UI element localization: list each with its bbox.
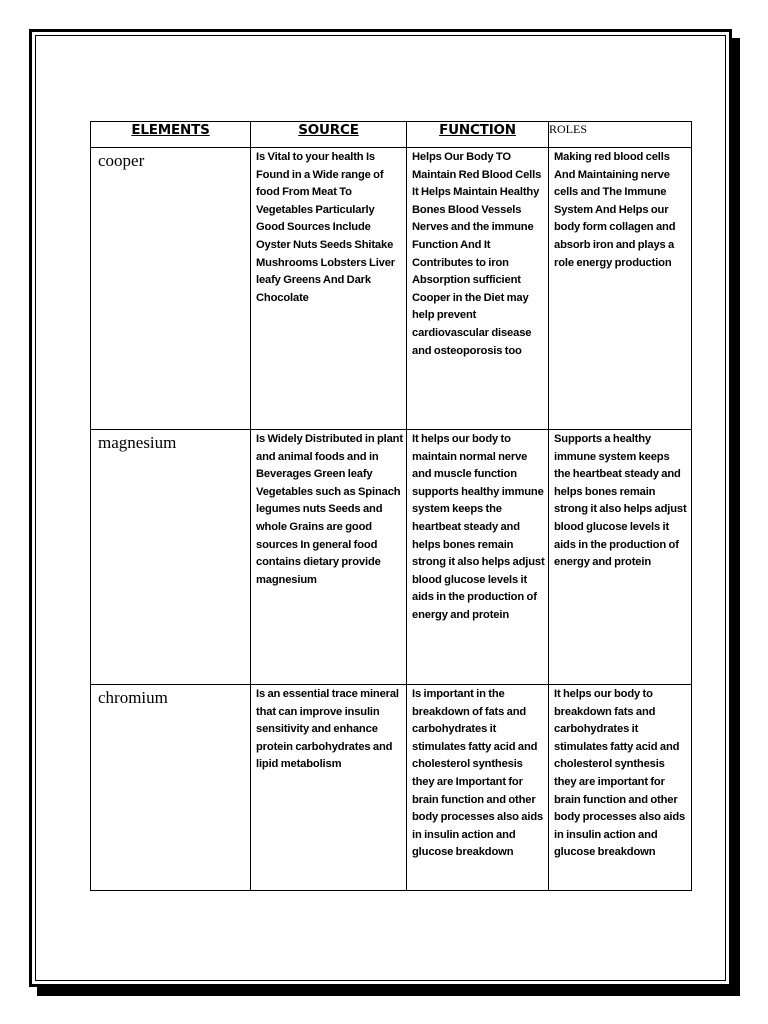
function-cell: [407, 148, 549, 430]
header-row: [91, 122, 692, 148]
element-name: cooper: [98, 151, 145, 170]
header-elements: ELEMENTS: [91, 122, 251, 148]
roles-cell: [549, 430, 692, 685]
header-roles: ROLES: [549, 122, 692, 148]
source-cell: [251, 430, 407, 685]
function-cell: [407, 430, 549, 685]
roles-text: It helps our body to breakdown fats and carbohydrates it stimulates fatty acid and cholesterol synthesis they are important for brain function and other body processes also aids in insulin action and glucose breakdown: [554, 688, 686, 859]
element-cell: [91, 148, 251, 430]
source-cell: [251, 685, 407, 891]
header-source: SOURCE: [251, 122, 407, 148]
source-text: Is an essential trace mineral that can improve insulin sensitivity and enhance protein carbohydrates and lipid metabolism: [256, 688, 399, 771]
table-row: [91, 430, 692, 685]
element-cell: [91, 430, 251, 685]
table-row: [91, 148, 692, 430]
table-row: [91, 685, 692, 891]
elements-table: [90, 121, 692, 891]
source-text: Is Widely Distributed in plant and animal foods and in Beverages Green leafy Vegetables such as Spinach legumes nuts Seeds and whole Grains are good sources In general food contains dietary provide magnesium: [256, 433, 403, 586]
roles-text: Supports a healthy immune system keeps the heartbeat steady and helps bones remain strong it also helps adjust blood glucose levels it aids in the production of energy and protein: [554, 433, 687, 569]
roles-text: Making red blood cells And Maintaining nerve cells and The Immune System And Helps our body form collagen and absorb iron and plays a role energy production: [554, 151, 676, 269]
source-text: Is Vital to your health Is Found in a Wide range of food From Meat To Vegetables Particularly Good Sources Include Oyster Nuts Seeds Shitake Mushrooms Lobsters Liver leafy Greens And Dark Chocolate: [256, 151, 396, 304]
element-name: chromium: [98, 688, 168, 707]
function-text: Is important in the breakdown of fats and carbohydrates it stimulates fatty acid and cholesterol synthesis they are Important for brain function and other body processes also aids in insulin action and glucose breakdown: [412, 688, 544, 859]
element-cell: [91, 685, 251, 891]
roles-cell: [549, 148, 692, 430]
source-cell: [251, 148, 407, 430]
function-text: It helps our body to maintain normal nerve and muscle function supports healthy immune system keeps the heartbeat steady and helps bones remain strong it also helps adjust blood glucose levels it aids in the production of energy and protein: [412, 433, 545, 621]
element-name: magnesium: [98, 433, 177, 452]
roles-cell: [549, 685, 692, 891]
function-text: Helps Our Body TO Maintain Red Blood Cells It Helps Maintain Healthy Bones Blood Vessels Nerves and the immune Function And It Contributes to iron Absorption sufficient Cooper in the Diet may help prevent cardiovascular disease and osteoporosis too: [412, 151, 542, 357]
header-function: FUNCTION: [407, 122, 549, 148]
function-cell: [407, 685, 549, 891]
